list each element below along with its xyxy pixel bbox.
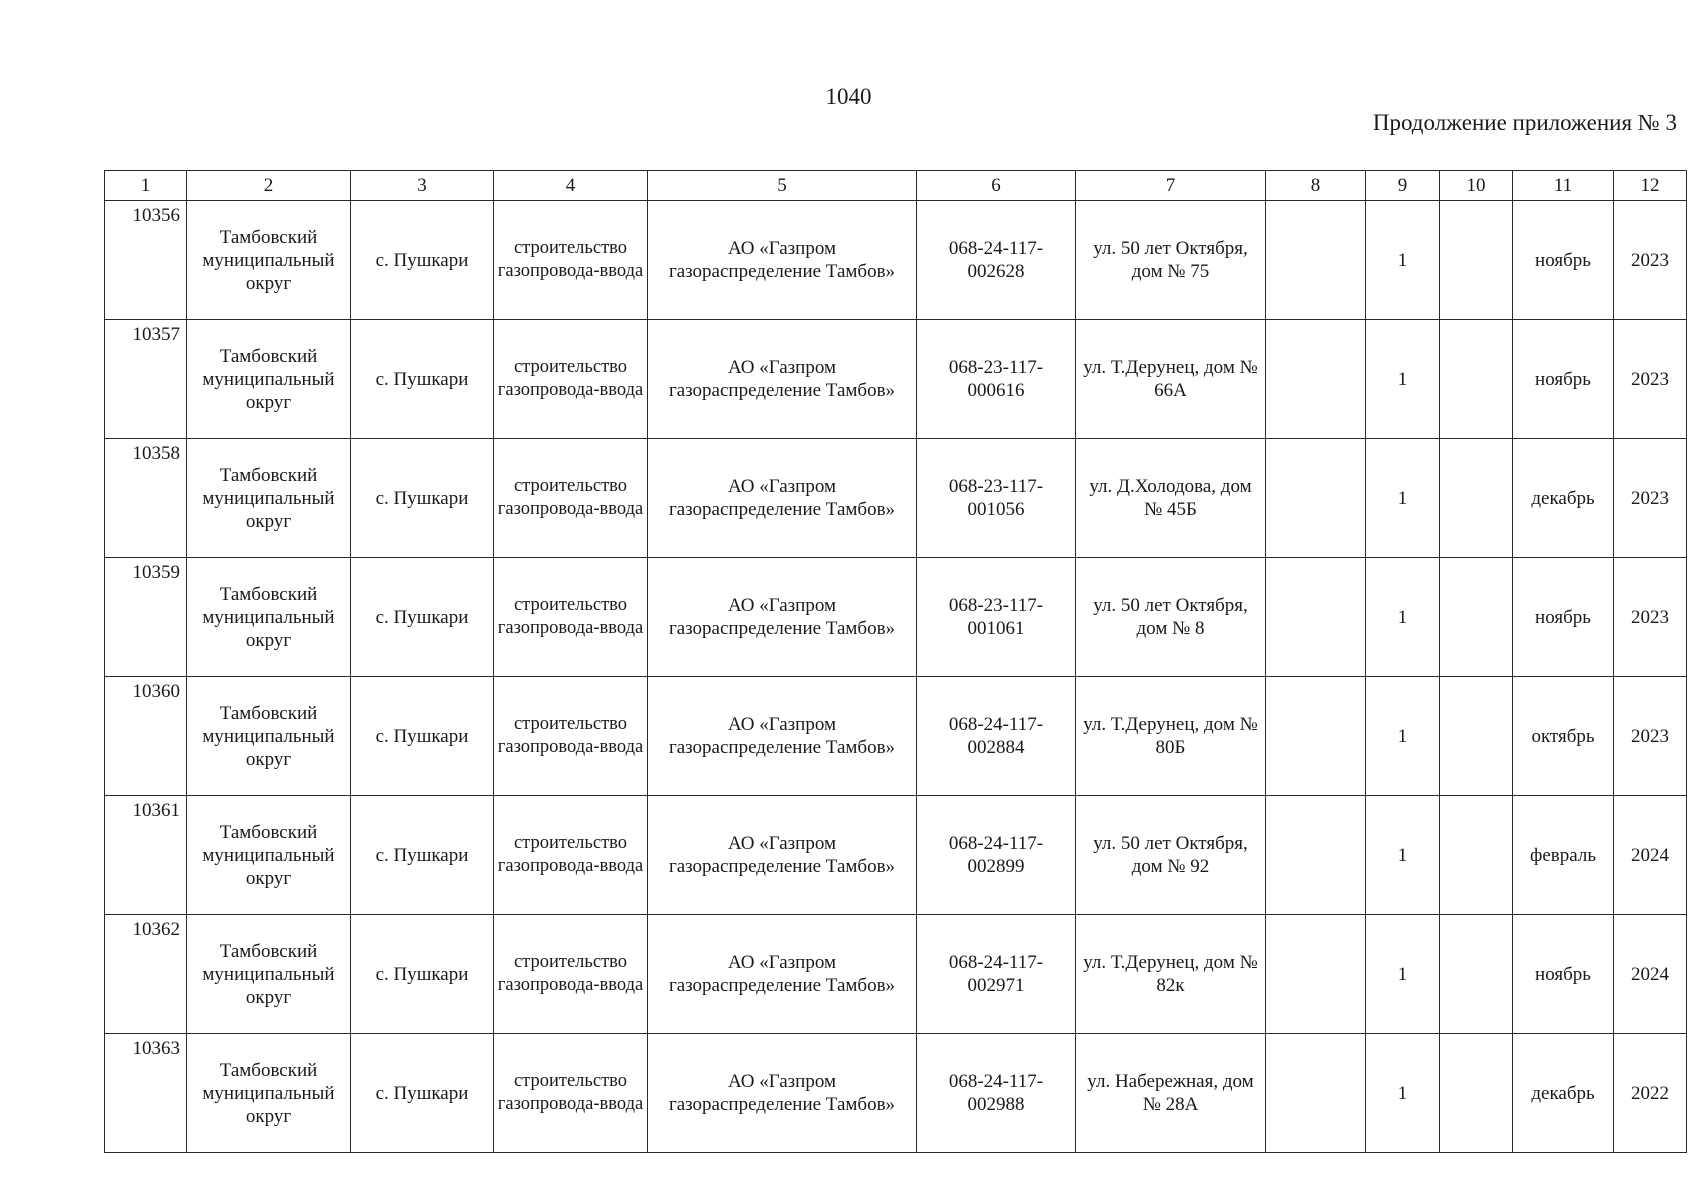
table-row <box>105 677 1687 796</box>
month-cell: ноябрь <box>1513 915 1614 1034</box>
appendix-table <box>104 170 1687 1153</box>
month-cell: декабрь <box>1513 439 1614 558</box>
locality-cell: с. Пушкари <box>351 201 494 320</box>
organization-cell: АО «Газпром газораспределение Тамбов» <box>648 915 917 1034</box>
table-row <box>105 558 1687 677</box>
column-header: 6 <box>917 171 1076 201</box>
row-number: 10356 <box>105 201 187 320</box>
month-cell: октябрь <box>1513 677 1614 796</box>
column-8-cell <box>1266 439 1366 558</box>
district-cell: Тамбовский муниципальный округ <box>187 915 351 1034</box>
table-row <box>105 439 1687 558</box>
column-10-cell <box>1440 558 1513 677</box>
year-cell: 2023 <box>1614 677 1687 796</box>
year-cell: 2023 <box>1614 320 1687 439</box>
row-number: 10362 <box>105 915 187 1034</box>
district-cell: Тамбовский муниципальный округ <box>187 677 351 796</box>
column-header: 2 <box>187 171 351 201</box>
locality-cell: с. Пушкари <box>351 796 494 915</box>
column-8-cell <box>1266 320 1366 439</box>
row-number: 10363 <box>105 1034 187 1153</box>
column-9-cell: 1 <box>1366 439 1440 558</box>
work-type-cell: строительство газопровода-ввода <box>494 796 648 915</box>
district-cell: Тамбовский муниципальный округ <box>187 1034 351 1153</box>
district-cell: Тамбовский муниципальный округ <box>187 439 351 558</box>
code-cell: 068-24-117-002628 <box>917 201 1076 320</box>
page-number: 1040 <box>825 84 872 109</box>
month-cell: февраль <box>1513 796 1614 915</box>
code-cell: 068-23-117-001061 <box>917 558 1076 677</box>
column-9-cell: 1 <box>1366 558 1440 677</box>
address-cell: ул. Д.Холодова, дом № 45Б <box>1076 439 1266 558</box>
column-10-cell <box>1440 677 1513 796</box>
organization-cell: АО «Газпром газораспределение Тамбов» <box>648 320 917 439</box>
organization-cell: АО «Газпром газораспределение Тамбов» <box>648 439 917 558</box>
column-10-cell <box>1440 201 1513 320</box>
address-cell: ул. 50 лет Октября, дом № 92 <box>1076 796 1266 915</box>
address-cell: ул. Набережная, дом № 28А <box>1076 1034 1266 1153</box>
address-cell: ул. Т.Дерунец, дом № 66А <box>1076 320 1266 439</box>
locality-cell: с. Пушкари <box>351 1034 494 1153</box>
address-cell: ул. 50 лет Октября, дом № 75 <box>1076 201 1266 320</box>
work-type-cell: строительство газопровода-ввода <box>494 320 648 439</box>
organization-cell: АО «Газпром газораспределение Тамбов» <box>648 201 917 320</box>
organization-cell: АО «Газпром газораспределение Тамбов» <box>648 677 917 796</box>
code-cell: 068-24-117-002988 <box>917 1034 1076 1153</box>
locality-cell: с. Пушкари <box>351 320 494 439</box>
work-type-cell: строительство газопровода-ввода <box>494 439 648 558</box>
column-10-cell <box>1440 320 1513 439</box>
code-cell: 068-24-117-002971 <box>917 915 1076 1034</box>
column-header: 3 <box>351 171 494 201</box>
year-cell: 2023 <box>1614 558 1687 677</box>
organization-cell: АО «Газпром газораспределение Тамбов» <box>648 1034 917 1153</box>
work-type-cell: строительство газопровода-ввода <box>494 677 648 796</box>
column-header: 4 <box>494 171 648 201</box>
work-type-cell: строительство газопровода-ввода <box>494 1034 648 1153</box>
year-cell: 2024 <box>1614 796 1687 915</box>
column-9-cell: 1 <box>1366 796 1440 915</box>
work-type-cell: строительство газопровода-ввода <box>494 201 648 320</box>
address-cell: ул. 50 лет Октября, дом № 8 <box>1076 558 1266 677</box>
column-header: 5 <box>648 171 917 201</box>
column-10-cell <box>1440 1034 1513 1153</box>
table-row <box>105 1034 1687 1153</box>
month-cell: ноябрь <box>1513 558 1614 677</box>
column-8-cell <box>1266 1034 1366 1153</box>
column-10-cell <box>1440 796 1513 915</box>
address-cell: ул. Т.Дерунец, дом № 80Б <box>1076 677 1266 796</box>
locality-cell: с. Пушкари <box>351 439 494 558</box>
code-cell: 068-23-117-001056 <box>917 439 1076 558</box>
month-cell: ноябрь <box>1513 201 1614 320</box>
column-header: 7 <box>1076 171 1266 201</box>
organization-cell: АО «Газпром газораспределение Тамбов» <box>648 796 917 915</box>
code-cell: 068-23-117-000616 <box>917 320 1076 439</box>
year-cell: 2024 <box>1614 915 1687 1034</box>
district-cell: Тамбовский муниципальный округ <box>187 201 351 320</box>
table-row <box>105 201 1687 320</box>
column-header: 11 <box>1513 171 1614 201</box>
column-header: 10 <box>1440 171 1513 201</box>
year-cell: 2022 <box>1614 1034 1687 1153</box>
row-number: 10360 <box>105 677 187 796</box>
work-type-cell: строительство газопровода-ввода <box>494 915 648 1034</box>
locality-cell: с. Пушкари <box>351 915 494 1034</box>
row-number: 10361 <box>105 796 187 915</box>
organization-cell: АО «Газпром газораспределение Тамбов» <box>648 558 917 677</box>
column-8-cell <box>1266 796 1366 915</box>
header-row <box>105 171 1687 201</box>
row-number: 10357 <box>105 320 187 439</box>
table-row <box>105 796 1687 915</box>
column-header: 9 <box>1366 171 1440 201</box>
table-row <box>105 915 1687 1034</box>
table-row <box>105 320 1687 439</box>
locality-cell: с. Пушкари <box>351 558 494 677</box>
column-8-cell <box>1266 558 1366 677</box>
column-10-cell <box>1440 915 1513 1034</box>
column-8-cell <box>1266 915 1366 1034</box>
column-9-cell: 1 <box>1366 1034 1440 1153</box>
column-9-cell: 1 <box>1366 201 1440 320</box>
year-cell: 2023 <box>1614 201 1687 320</box>
row-number: 10359 <box>105 558 187 677</box>
column-8-cell <box>1266 201 1366 320</box>
locality-cell: с. Пушкари <box>351 677 494 796</box>
code-cell: 068-24-117-002899 <box>917 796 1076 915</box>
column-9-cell: 1 <box>1366 915 1440 1034</box>
month-cell: декабрь <box>1513 1034 1614 1153</box>
code-cell: 068-24-117-002884 <box>917 677 1076 796</box>
district-cell: Тамбовский муниципальный округ <box>187 320 351 439</box>
column-header: 12 <box>1614 171 1687 201</box>
row-number: 10358 <box>105 439 187 558</box>
month-cell: ноябрь <box>1513 320 1614 439</box>
district-cell: Тамбовский муниципальный округ <box>187 796 351 915</box>
work-type-cell: строительство газопровода-ввода <box>494 558 648 677</box>
column-9-cell: 1 <box>1366 320 1440 439</box>
address-cell: ул. Т.Дерунец, дом № 82к <box>1076 915 1266 1034</box>
district-cell: Тамбовский муниципальный округ <box>187 558 351 677</box>
column-10-cell <box>1440 439 1513 558</box>
column-9-cell: 1 <box>1366 677 1440 796</box>
appendix-note: Продолжение приложения № 3 <box>1372 110 1677 135</box>
column-header: 1 <box>105 171 187 201</box>
column-header: 8 <box>1266 171 1366 201</box>
column-8-cell <box>1266 677 1366 796</box>
year-cell: 2023 <box>1614 439 1687 558</box>
